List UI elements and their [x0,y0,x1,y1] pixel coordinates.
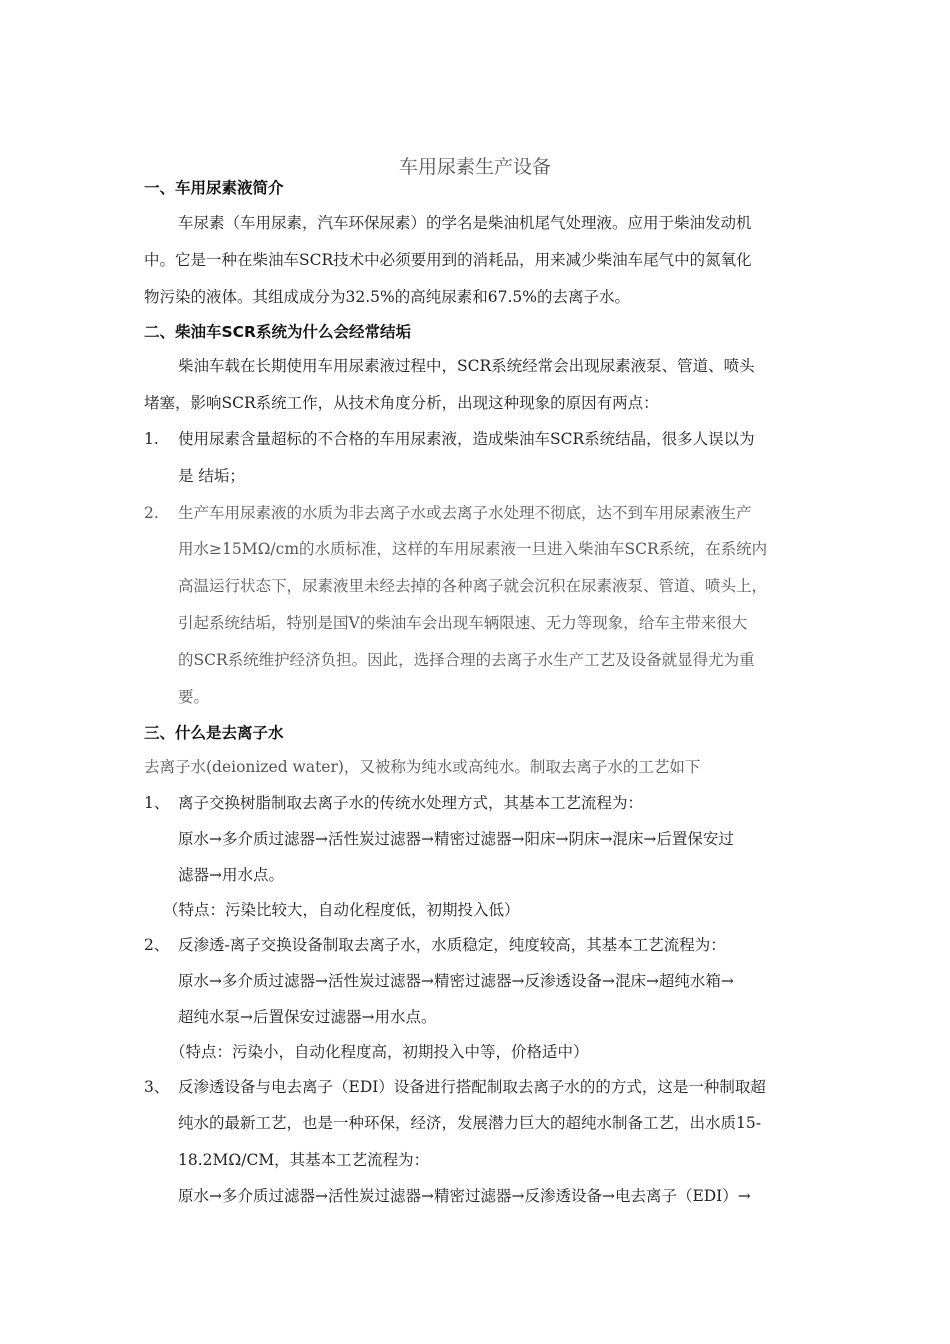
section-heading-1: 一、车用尿素液简介 [144,179,284,197]
list-item-line: 离子交换树脂制取去离子水的传统水处理方式，其基本工艺流程为： [178,794,644,812]
page-title: 车用尿素生产设备 [398,156,551,178]
list-item-line: 18.2MΩ/CM，其基本工艺流程为： [178,1151,430,1169]
list-item-line: 用水≥15MΩ/cm的水质标准，这样的车用尿素液一旦进入柴油车SCR系统，在系统内 [178,540,768,558]
list-item-line: 引起系统结垢，特别是国Ⅴ的柴油车会出现车辆限速、无力等现象，给车主带来很大 [178,614,748,632]
list-item-line: 纯水的最新工艺，也是一种环保，经济，发展潜力巨大的超纯水制备工艺，出水质15- [178,1114,761,1132]
list-item-line: 使用尿素含量超标的不合格的车用尿素液，造成柴油车SCR系统结晶，很多人误以为 [178,430,755,448]
list-item-line: 反渗透设备与电去离子（EDI）设备进行搭配制取去离子水的的方式，这是一种制取超 [178,1078,766,1096]
list-item-line: 生产车用尿素液的水质为非去离子水或去离子水处理不彻底，达不到车用尿素液生产 [178,504,752,522]
paragraph-line: 堵塞，影响SCR系统工作，从技术角度分析，出现这种现象的原因有两点： [144,394,659,412]
paragraph-line: 中。它是一种在柴油车SCR技术中必须要用到的消耗品，用来减少柴油车尾气中的氮氧化 [144,251,752,269]
list-number: 2、 [144,936,170,954]
list-item-line: 是 结垢； [178,467,245,485]
note-line: （特点：污染比较大，自动化程度低，初期投入低） [163,901,520,919]
list-item-line: 原水→多介质过滤器→活性炭过滤器→精密过滤器→阳床→阴床→混床→后置保安过 [178,830,734,848]
paragraph-line: 物污染的液体。其组成成分为32.5%的高纯尿素和67.5%的去离子水。 [144,288,630,306]
list-number: 1、 [144,794,170,812]
list-item-line: 原水→多介质过滤器→活性炭过滤器→精密过滤器→反渗透设备→电去离子（EDI）→ [178,1187,751,1205]
section-heading-2: 二、柴油车SCR系统为什么会经常结垢 [144,323,411,341]
list-item-line: 反渗透-离子交换设备制取去离子水，水质稳定，纯度较高，其基本工艺流程为： [178,936,726,954]
list-item-line: 超纯水泵→后置保安过滤器→用水点。 [178,1008,437,1026]
list-number: 2. [144,504,159,522]
paragraph-line: 车尿素（车用尿素，汽车环保尿素）的学名是柴油机尾气处理液。应用于柴油发动机 [178,214,752,232]
list-item-line: 高温运行状态下，尿素液里未经去掉的各种离子就会沉积在尿素液泵、管道、喷头上， [178,577,768,595]
list-item-line: 原水→多介质过滤器→活性炭过滤器→精密过滤器→反渗透设备→混床→超纯水箱→ [178,972,734,990]
list-item-line: 要。 [178,688,210,706]
list-number: 1. [144,430,159,448]
note-line: （特点：污染小，自动化程度高，初期投入中等，价格适中） [170,1043,589,1061]
paragraph-line: 去离子水(deionized water)，又被称为纯水或高纯水。制取去离子水的工艺如下 [144,758,701,776]
list-number: 3、 [144,1078,170,1096]
paragraph-line: 柴油车载在长期使用车用尿素液过程中，SCR系统经常会出现尿素液泵、管道、喷头 [178,357,755,375]
section-heading-3: 三、什么是去离子水 [144,724,284,742]
list-item-line: 的SCR系统维护经济负担。因此，选择合理的去离子水生产工艺及设备就显得尤为重 [178,651,755,669]
list-item-line: 滤器→用水点。 [178,866,284,884]
